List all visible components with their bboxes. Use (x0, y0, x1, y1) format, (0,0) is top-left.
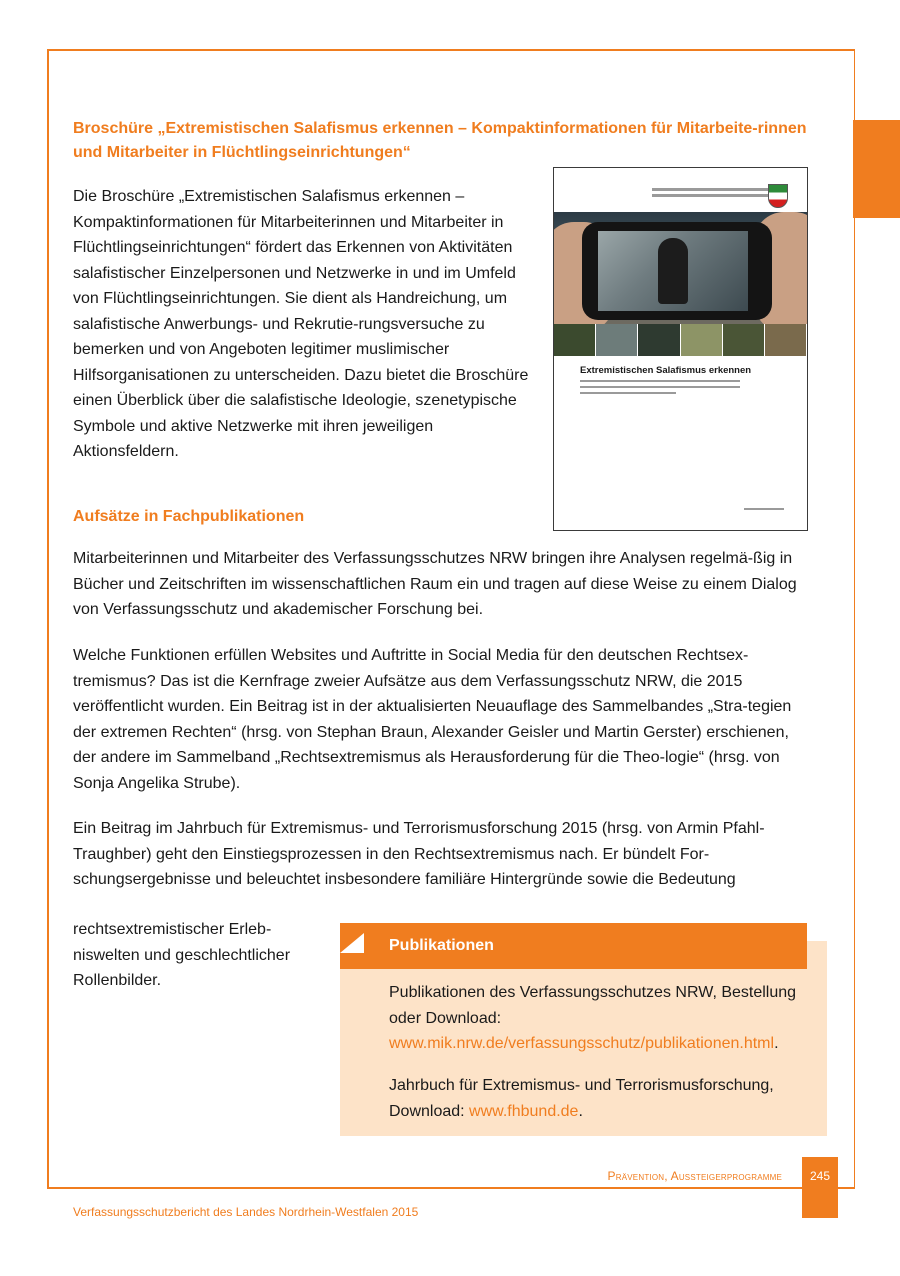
cover-url-line (744, 508, 784, 510)
corner-triangle-icon (340, 933, 364, 953)
cover-strip-photo (554, 324, 596, 356)
cover-strip-photo (681, 324, 723, 356)
cover-title: Extremistischen Salafismus erkennen (580, 365, 752, 376)
entry-text: Jahrbuch für Extremismus- und Terrorismusforschung, Download: (389, 1077, 774, 1120)
link-fhbund[interactable]: www.fhbund.de (469, 1102, 579, 1120)
paragraph-jahrbuch: Ein Beitrag im Jahrbuch für Extremismus- und Terrorismusforschung 2015 (hrsg. von Armin Pfahl-Traughber) geht den Einstiegsprozessen in den Rechtsextremismus nach. Er bündelt For-schungsergebnisse und beleuchtet insbesondere familiäre Hintergründe sowie die Bedeutung (73, 820, 765, 888)
period: . (774, 1035, 779, 1052)
brochure-cover-image (553, 167, 808, 531)
cover-strip-photo (638, 324, 680, 356)
footer-section-title (608, 1169, 782, 1183)
cover-photo-phone (554, 212, 807, 324)
page-number-box (802, 1157, 838, 1218)
section-heading-fachpublikationen: Aufsätze in Fachpublikationen (73, 508, 305, 525)
cover-strip-photo (723, 324, 765, 356)
publications-entry-verfassungsschutz (389, 980, 819, 1057)
nrw-crest-icon (768, 184, 788, 208)
ministry-text-lines (652, 188, 772, 200)
cover-strip-photo (765, 324, 807, 356)
page-number: 245 (809, 1169, 831, 1183)
brochure-heading: Broschüre „Extremistischen Salafismus erkennen – Kompaktinformationen für Mitarbeite-rinnen und Mitarbeiter in Flüchtlingseinrichtungen“ (73, 120, 807, 161)
link-mik-publikationen[interactable]: www.mik.nrw.de/verfassungsschutz/publikationen.html (389, 1035, 775, 1052)
paragraph-analysen: Mitarbeiterinnen und Mitarbeiter des Verfassungsschutzes NRW bringen ihre Analysen regelmä-ßig in Bücher und Zeitschriften im wissenschaftlichen Raum ein und tragen auf diese Weise zu einem Dialog von Verfassungsschutz und akademischer Forschung bei. (73, 550, 797, 618)
footer-report-title: Verfassungsschutzbericht des Landes Nordrhein-Westfalen 2015 (73, 1205, 419, 1219)
brochure-description: Die Broschüre „Extremistischen Salafismus erkennen – Kompaktinformationen für Mitarbeiterinnen und Mitarbeiter in Flüchtlingseinrichtungen“ fördert das Erkennen von Aktivitäten salafistischer Einzelpersonen und Netzwerke in und im Umfeld von Flüchtlingseinrichtungen. Sie dient als Handreichung, um salafistische Anwerbungs- und Rekrutie-rungsversuche zu bemerken und von Angeboten legitimer muslimischer Hilfsorganisationen zu unterscheiden. Dazu bietet die Broschüre einen Überblick über die salafistische Ideologie, szenetypische Symbole und aktive Netzwerke mit ihren jeweiligen Aktionsfeldern. (73, 188, 529, 460)
publications-title: Publikationen (389, 937, 494, 954)
side-tab-marker (853, 120, 900, 218)
publications-entry-jahrbuch (389, 1073, 819, 1124)
paragraph-jahrbuch-continued: rechtsextremistischer Erleb-niswelten und geschlechtlicher Rollenbilder. (73, 921, 291, 989)
publications-header (340, 923, 807, 969)
period: . (578, 1102, 583, 1120)
cover-photo-strip (554, 324, 807, 356)
cover-strip-photo (596, 324, 638, 356)
section-title-text: Prävention, Aussteigerprogramme (607, 1169, 782, 1183)
entry-text: Publikationen des Verfassungsschutzes NRW, Bestellung oder Download: (389, 984, 797, 1027)
paragraph-social-media: Welche Funktionen erfüllen Websites und Auftritte in Social Media für den deutschen Rechtsex-tremismus? Das ist die Kernfrage zweier Aufsätze aus dem Verfassungsschutz NRW, die 2015 veröffentlicht wurden. Ein Beitrag ist in der aktualisierten Neuauflage des Sammelbandes „Stra-tegien der extremen Rechten“ (hrsg. von Stephan Braun, Alexander Geisler und Martin Gerster) erschienen, der andere im Sammelband „Rechtsextremismus als Herausforderung für die Theo-logie“ (hrsg. von Sonja Angelika Strube). (73, 647, 792, 792)
cover-subtitle-lines (580, 380, 740, 398)
publications-box (340, 923, 827, 1136)
